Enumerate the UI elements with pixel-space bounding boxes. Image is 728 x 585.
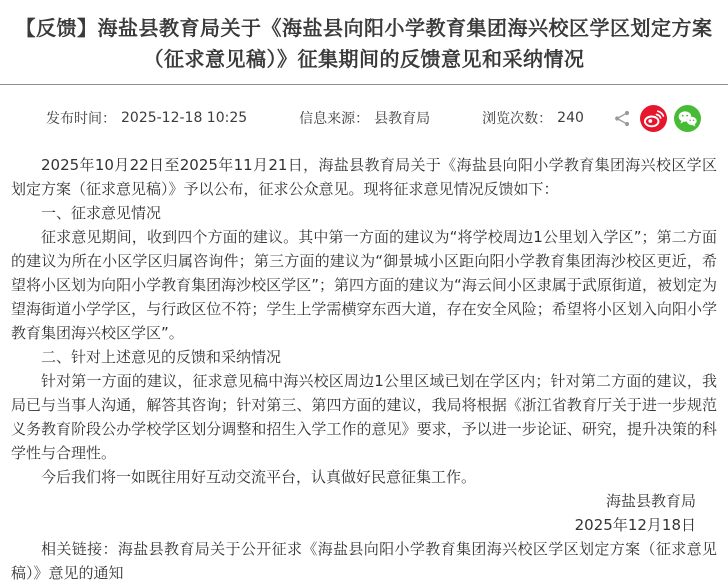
info-source-label: 信息来源： [299, 111, 370, 127]
paragraph-suggestions: 征求意见期间，收到四个方面的建议。其中第一方面的建议为“将学校周边1公里划入学区”；第二方面的建议为所在小区学区归属咨询件；第三方面的建议为“御景城小区距向阳小学教育集团海沙校区更近，希望将小区划为向阳小学教育集团海沙校区学区”；第四方面的建议为“海云间小区隶属于武原街道，被划定为望海街道小学学区，与行政区位不符；学生上学需横穿东西大道，存在安全风险；希望将小区划入向阳小学教育集团海兴校区学区”。 [11, 228, 717, 342]
wechat-share-icon[interactable] [674, 105, 701, 132]
publish-time [46, 108, 247, 128]
related-link[interactable]: 相关链接：海盐县教育局关于公开征求《海盐县向阳小学教育集团海兴校区学区划定方案（征求意见稿）》意见的通知 [11, 540, 717, 582]
weibo-share-icon[interactable] [640, 105, 667, 132]
info-source-value: 县教育局 [374, 111, 431, 127]
section-heading-1: 一、征求意见情况 [41, 204, 162, 222]
page-title: 【反馈】海盐县教育局关于《海盐县向阳小学教育集团海兴校区学区划定方案（征求意见稿）》征集期间的反馈意见和采纳情况 [15, 16, 713, 71]
signature-org: 海盐县教育局 [605, 492, 696, 510]
paragraph-responses: 针对第一方面的建议，征求意见稿中海兴校区周边1公里区域已划在学区内；针对第二方面的建议，我局已与当事人沟通，解答其咨询；针对第三、第四方面的建议，我局将根据《浙江省教育厅关于进一步规范义务教育阶段公办学校学区划分调整和招生入学工作的意见》要求，予以进一步论证、研究，提升决策的科学性与合理性。 [11, 372, 717, 462]
view-count [482, 108, 584, 128]
article-page [0, 13, 728, 582]
share-buttons [614, 105, 708, 132]
publish-time-value: 2025-12-18 10:25 [121, 110, 248, 126]
signature-date: 2025年12月18日 [574, 516, 696, 534]
title-divider [0, 84, 728, 85]
paragraph-closing: 今后我们将一如既往用好互动交流平台，认真做好民意征集工作。 [41, 468, 477, 486]
article-body [0, 153, 728, 585]
publish-time-label: 发布时间： [46, 111, 116, 127]
paragraph-intro: 2025年10月22日至2025年11月21日，海盐县教育局关于《海盐县向阳小学教育集团海兴校区学区划定方案（征求意见稿）》予以公布，征求公众意见。现将征求意见情况反馈如下： [11, 156, 717, 198]
section-heading-2: 二、针对上述意见的反馈和采纳情况 [41, 348, 282, 366]
share-icon[interactable] [614, 110, 631, 127]
meta-bar [0, 104, 728, 132]
view-count-value: 240 [557, 110, 584, 126]
view-count-label: 浏览次数： [482, 111, 553, 127]
info-source [299, 108, 430, 128]
